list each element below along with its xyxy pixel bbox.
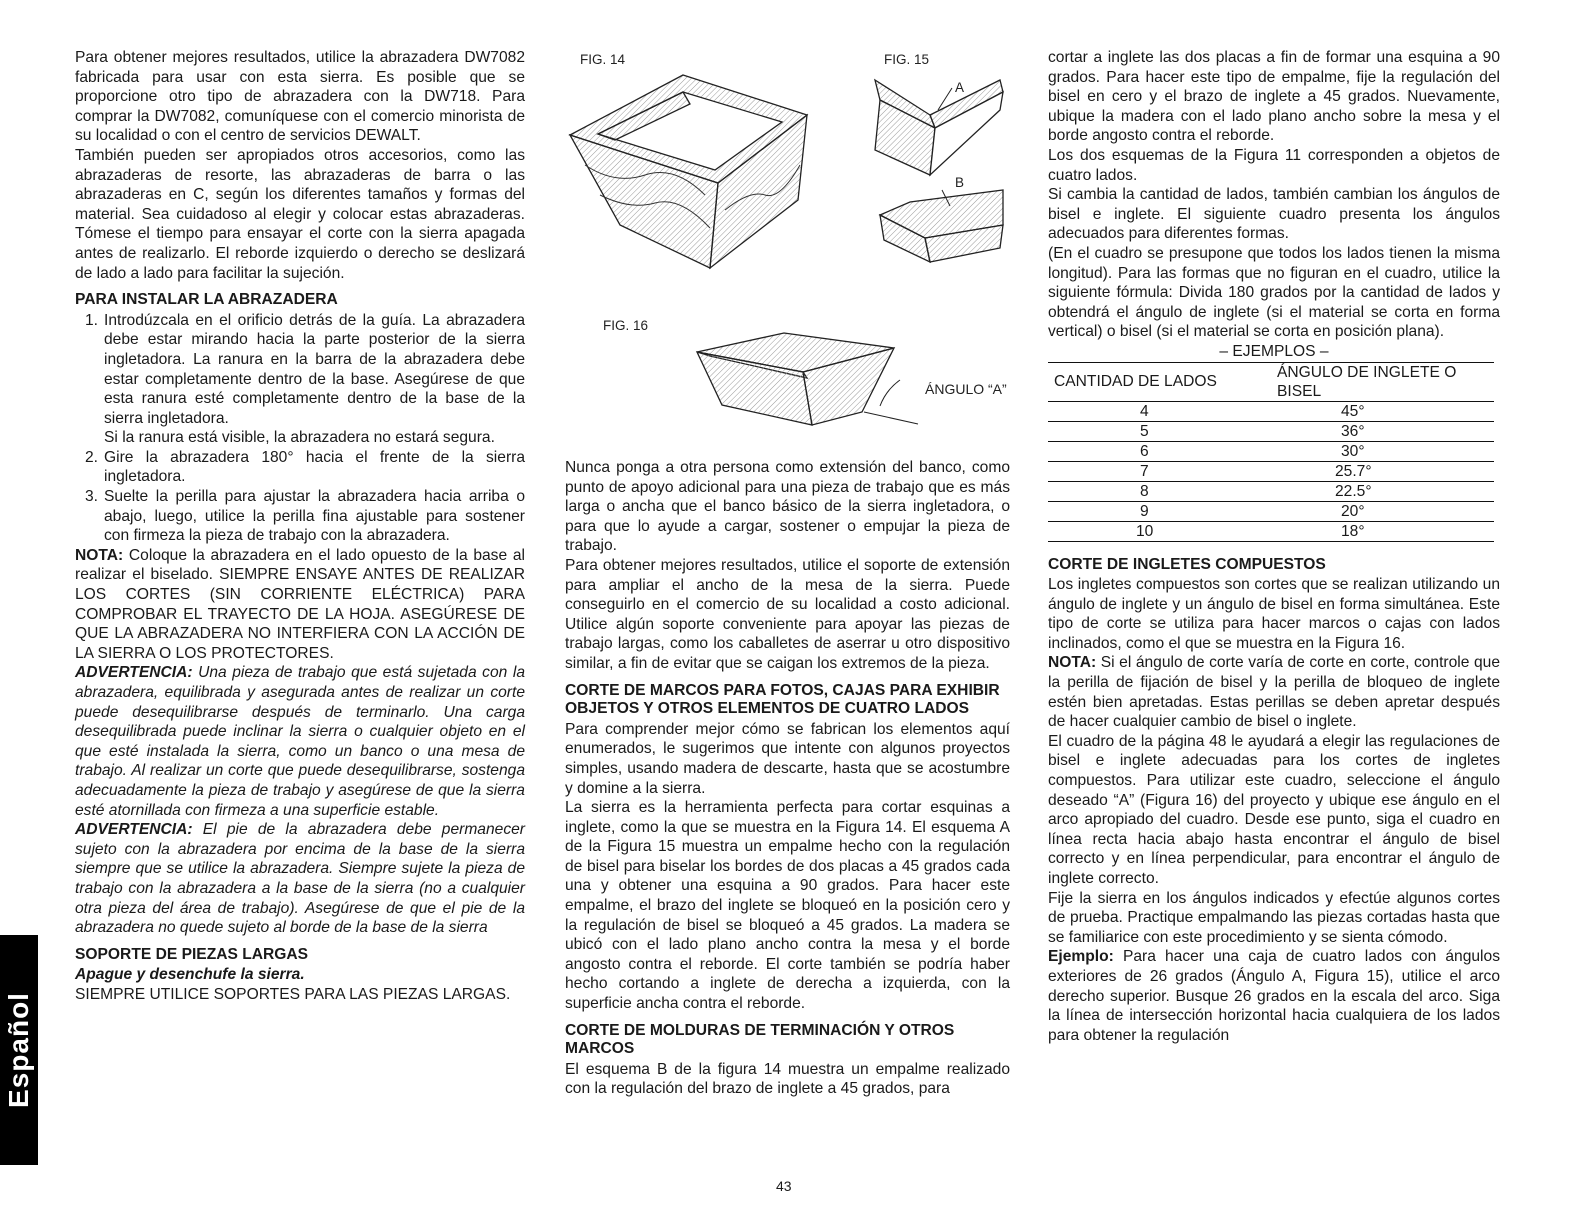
fig15-label: FIG. 15 (884, 52, 930, 67)
table-row: 6 30° (1048, 441, 1494, 461)
always-support-text: SIEMPRE UTILICE SOPORTES PARA LAS PIEZAS LARGAS. (75, 985, 511, 1003)
paragraph-formula: (En el cuadro se presupone que todos los lados tienen la misma longitud). Para las formas que no figuran en el cuadro, utilice la siguiente fórmula: Divida 180 grados por la cantidad de lados y obtendrá el ángulo de inglete (si el material se corta en forma vertical) o bisel (si el material se corta en posición plana). (1048, 244, 1500, 341)
examples-table (1048, 362, 1494, 542)
paragraph-change-sides: Si cambia la cantidad de lados, también cambian los ángulos de bisel e inglete. El siguiente cuadro presenta los ángulos adecuados para diferentes formas. (1048, 186, 1500, 243)
table-row: 7 25.7° (1048, 461, 1494, 481)
page-number: 43 (776, 1178, 792, 1194)
fig16-tray-drawing (697, 333, 918, 425)
heading-long-pieces: SOPORTE DE PIEZAS LARGAS (75, 945, 309, 963)
paragraph-miter-corners: La sierra es la herramienta perfecta para cortar esquinas a inglete, como la que se muestra en la Figura 14. El esquema A de la Figura 15 muestra un empalme hecho con la regulación de bisel para biselar los bordes de dos placas a 45 grados cada una y obtener una esquina a 90 grados. Para hacer este empalme, el brazo del inglete se bloqueó en la posición cero y la regulación de bisel se bloqueó a 45 grados. La madera se ubicó con el lado plano ancho contra la mesa y el borde angosto contra el reborde. El corte también se podría haber hecho cortando a inglete de derecha a izquierda, con la superficie ancha contra el reborde. (565, 799, 1010, 1013)
fig16-label: FIG. 16 (603, 318, 649, 333)
warning-paragraph-1: ADVERTENCIA: Una pieza de trabajo que está sujetada con la abrazadera, equilibrada y asegurada antes de realizar un corte puede desequilibrarse después de terminarlo. Una carga desequilibrada puede inclinar la sierra o cualquier objeto en el que esté instalada la sierra, como un banco o una mesa de trabajo. Al realizar un corte que puede desequilibrarse, sostenga adecuadamente la pieza de trabajo y asegúrese de que la sierra esté atornillada con firmeza a una superficie estable. (75, 664, 525, 819)
heading-install-clamp: PARA INSTALAR LA ABRAZADERA (75, 291, 338, 309)
paragraph-figure11: Los dos esquemas de la Figura 11 corresponden a objetos de cuatro lados. (1048, 146, 1500, 184)
language-tab-label: Español (3, 992, 35, 1108)
paragraph-practice: Para comprender mejor cómo se fabrican los elementos aquí enumerados, le sugerimos que intente con algunos proyectos simples, usando madera de descarte, hasta que se acostumbre y domine a la sierra. (565, 720, 1010, 797)
fig15-joint-a-drawing (875, 80, 1003, 175)
fig16-angle-label: ÁNGULO “A” (925, 381, 1007, 397)
right-column (1048, 48, 1500, 1045)
paragraph-compound-definition: Los ingletes compuestos son cortes que se realizan utilizando un ángulo de inglete y un ángulo de bisel en forma simultánea. Este tipo de corte se utiliza para hacer marcos o cajas con lados inclinados, como el que se muestra en la Figura 16. (1048, 576, 1500, 652)
fig14-box-drawing (570, 75, 807, 268)
paragraph-never-person: Nunca ponga a otra persona como extensión del banco, como punto de apoyo adicional para una pieza de trabajo que es más larga o ancha que el banco básico de la sierra ingletadora, o para que lo ayude a cargar, sostener o empujar la pieza de trabajo. (565, 459, 1010, 555)
paragraph-cut-plates: cortar a inglete las dos placas a fin de formar una esquina a 90 grados. Para hacer este tipo de empalme, fije la regulación del bisel en cero y el brazo de inglete a 45 grados. Nuevamente, ubique la madera con el lado plano ancho sobre la mesa y el borde angosto contra el reborde. (1048, 49, 1500, 145)
table-row: 4 45° (1048, 401, 1494, 421)
list-item: 2. Gire la abrazadera 180° hacia el frente de la sierra ingletadora. (85, 448, 525, 486)
middle-column (565, 458, 1010, 1099)
list-item: Si la ranura está visible, la abrazadera no estará segura. (104, 429, 495, 447)
table-row: 8 22.5° (1048, 481, 1494, 501)
fig15-joint-b-drawing (880, 190, 1003, 262)
paragraph-chart-page48: El cuadro de la página 48 le ayudará a elegir las regulaciones de bisel e inglete adecuadas para los cortes de ingletes compuestos. Para utilizar este cuadro, seleccione el ángulo deseado “A” (Figura 16) del proyecto y ubique ese ángulo en el arco apropiado del cuadro. Desde ese punto, siga el cuadro en línea recta hacia abajo hasta encontrar el ángulo de bisel correcto y en línea perpendicular, para encontrar el ángulo de inglete correcto. (1048, 732, 1500, 887)
language-side-tab (0, 935, 38, 1165)
fig15-label-a: A (955, 80, 965, 95)
paragraph-accessories: También pueden ser apropiados otros accesorios, como las abrazaderas de resorte, las abrazaderas de barra o las abrazaderas en C, según los diferentes tamaños y formas del material. Sea cuidadoso al elegir y colocar estas abrazaderas. Tómese el tiempo para ensayar el corte con la sierra apagada antes de realizarlo. El reborde izquierdo o derecho se deslizará de lado a lado para facilitar la sujeción. (75, 146, 525, 282)
note-paragraph: NOTA: Coloque la abrazadera en el lado opuesto de la base al realizar el biselado. SIEMPRE ENSAYE ANTES DE REALIZAR LOS CORTES (SIN CORRIENTE ELÉCTRICA) PARA COMPROBAR EL TRAYECTO DE LA HOJA. ASEGÚRESE DE QUE LA ABRAZADERA NO INTERFIERA CON LA ACCIÓN DE LA SIERRA O LOS PROTECTORES. (75, 546, 525, 662)
list-item: 1. Introdúzcala en el orificio detrás de la guía. La abrazadera debe estar mirando hacia la parte posterior de la sierra ingletadora. La ranura en la barra de la abrazadera debe estar completamente dentro de la base. Asegúrese de que esta ranura esté completamente dentro de la base de la sierra ingletadora. (85, 311, 525, 427)
fig14-label: FIG. 14 (580, 52, 626, 67)
fig15-label-b: B (955, 175, 965, 190)
paragraph-test-cuts: Fije la sierra en los ángulos indicados y efectúe algunos cortes de prueba. Practique empalmando las piezas cortadas hasta que se familiarice con este procedimiento y se sienta cómodo. (1048, 889, 1500, 946)
example-paragraph: Ejemplo: Para hacer una caja de cuatro lados con ángulos exteriores de 26 grados (Ángulo A, Figura 15), utilice el arco derecho superior. Busque 26 grados en la escala del arco. Siga la línea de intersección horizontal hacia cualquiera de los lados para obtener la regulación (1048, 948, 1500, 1044)
unplug-instruction: Apague y desenchufe la sierra. (75, 966, 305, 984)
list-item: 3. Suelte la perilla para ajustar la abrazadera hacia arriba o abajo, luego, utilice la perilla fina ajustable para sostener con firmeza la pieza de trabajo con la abrazadera. (85, 488, 525, 545)
paragraph-clamp-intro: Para obtener mejores resultados, utilice la abrazadera DW7082 fabricada para usar con esta sierra. Es posible que se proporcione otro tipo de abrazadera con la DW718. Para comprar la DW7082, comuníquese con el comercio minorista de su localidad o con el centro de servicios DEWALT. (75, 49, 525, 145)
column-header-sides: CANTIDAD DE LADOS (1048, 362, 1271, 401)
column-header-angle: ÁNGULO DE INGLETE O BISEL (1271, 362, 1494, 401)
heading-trim-molding: CORTE DE MOLDURAS DE TERMINACIÓN Y OTROS MARCOS (565, 1021, 955, 1058)
table-row: 10 18° (1048, 521, 1494, 541)
warning-paragraph-2: ADVERTENCIA: El pie de la abrazadera debe permanecer sujeto con la abrazadera por encima de la base de la sierra siempre que se utilice la abrazadera. Siempre sujete la pieza de trabajo con la abrazadera a la base de la sierra (no a cualquier otra pieza del área de trabajo). Asegúrese de que el pie de la abrazadera no quede sujeto al borde de la base de la sierra (75, 821, 525, 937)
paragraph-extension-support: Para obtener mejores resultados, utilice el soporte de extensión para ampliar el ancho de la mesa de la sierra. Puede conseguirlo en el comercio de su localidad a costo adicional. Utilice algún soporte conveniente para apoyar las piezas de trabajo largas, como los caballetes de aserrar u otro dispositivo similar, a fin de evitar que se caigan los extremos de la pieza. (565, 556, 1010, 672)
heading-compound-miter: CORTE DE INGLETES COMPUESTOS (1048, 555, 1326, 573)
examples-title: – EJEMPLOS – (1219, 342, 1329, 360)
table-row: 5 36° (1048, 421, 1494, 441)
heading-frames-boxes: CORTE DE MARCOS PARA FOTOS, CAJAS PARA EXHIBIR OBJETOS Y OTROS ELEMENTOS DE CUATRO LADOS (565, 681, 1000, 718)
paragraph-scheme-b: El esquema B de la figura 14 muestra un empalme realizado con la regulación del brazo de inglete a 45 grados, para (565, 1060, 1010, 1098)
table-row: 9 20° (1048, 501, 1494, 521)
note-paragraph: NOTA: Si el ángulo de corte varía de corte en corte, controle que la perilla de fijación de bisel y la perilla de bloqueo de inglete estén bien apretadas. Estas perillas se deben apretar después de hacer cualquier cambio de bisel o inglete. (1048, 654, 1500, 731)
